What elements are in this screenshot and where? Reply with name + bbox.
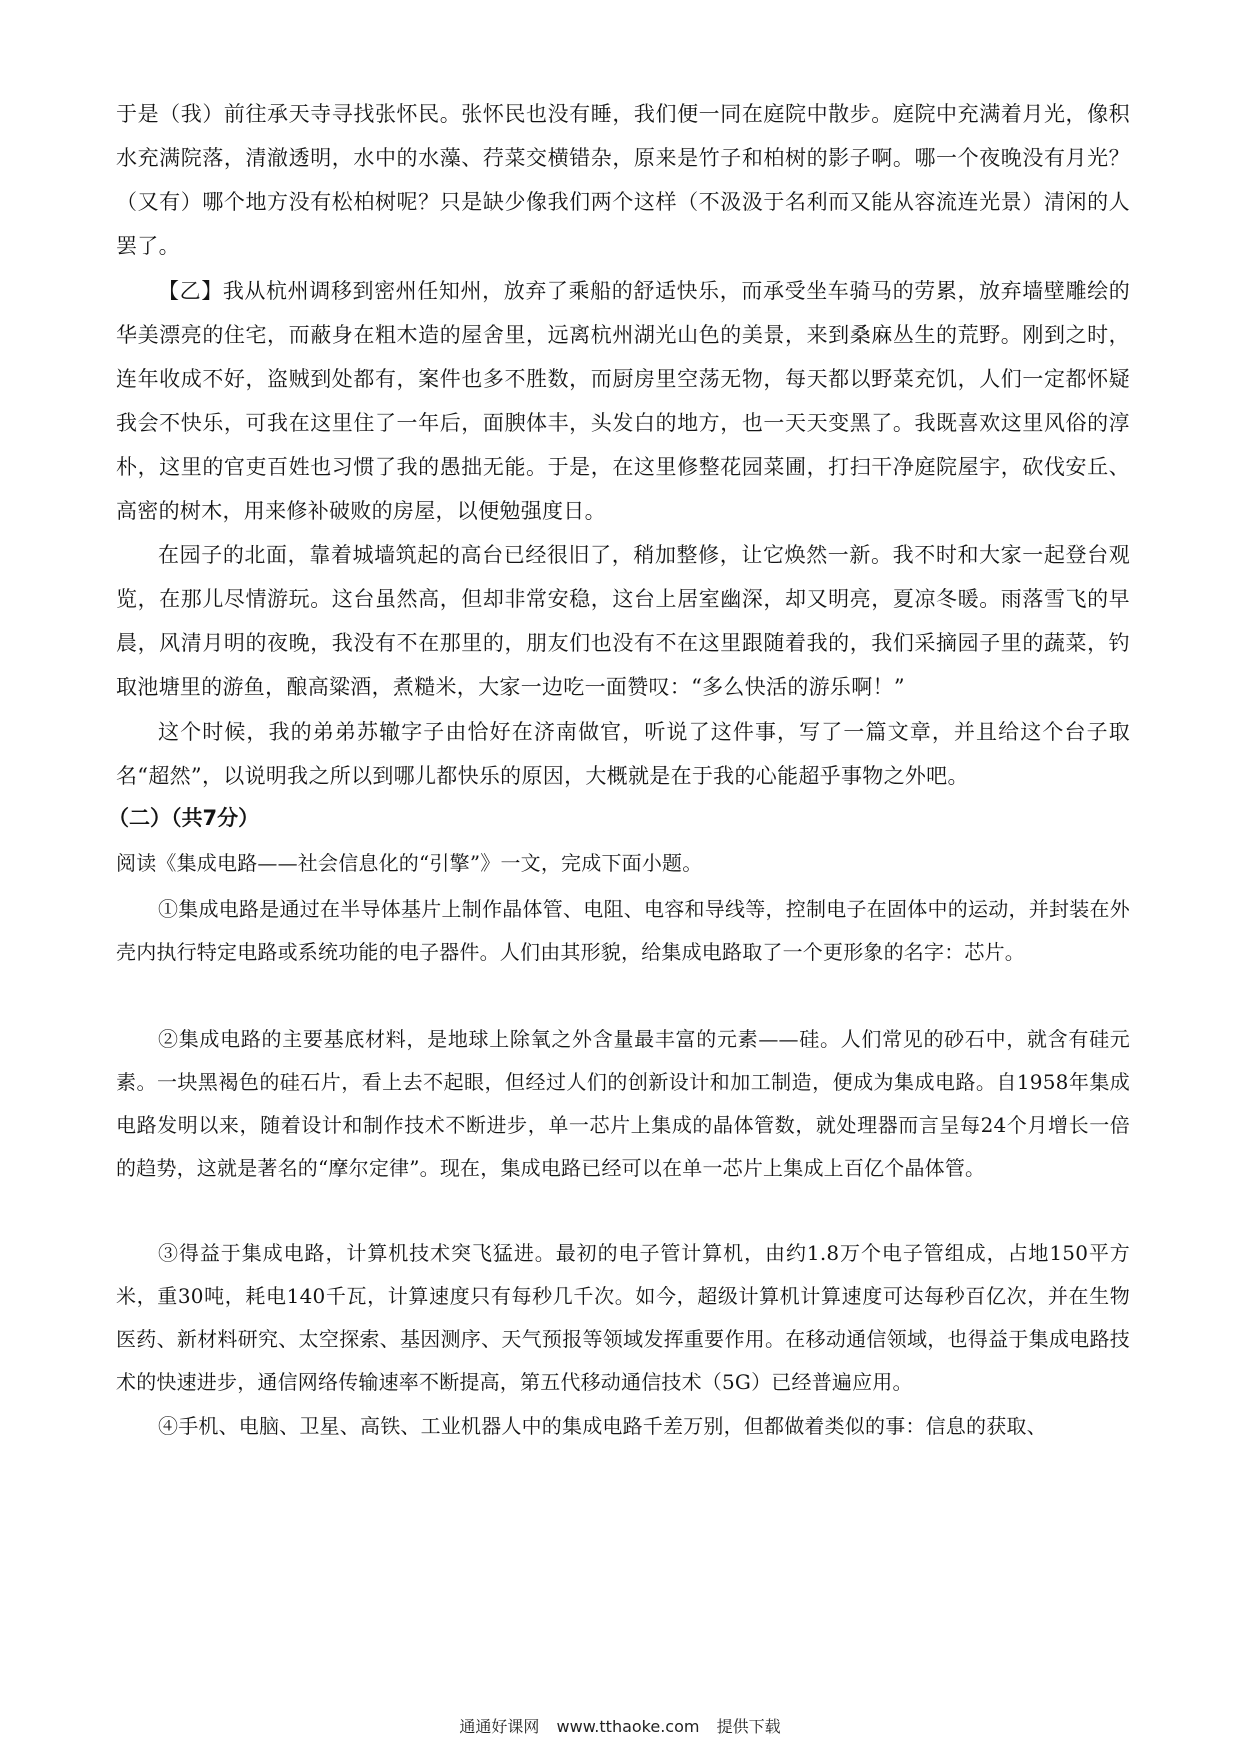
footer-url[interactable]: www.tthaoke.com bbox=[556, 1717, 700, 1736]
translation-paragraph-4: 这个时候，我的弟弟苏辙字子由恰好在济南做官，听说了这件事，写了一篇文章，并且给这个台子取名“超然”，以说明我之所以到哪儿都快乐的原因，大概就是在于我的心能超乎事物之外吧。 bbox=[116, 720, 1130, 788]
translation-paragraph-1: 于是（我）前往承天寺寻找张怀民。张怀民也没有睡，我们便一同在庭院中散步。庭院中充满着月光，像积水充满院落，清澈透明，水中的水藻、荇菜交横错杂，原来是竹子和柏树的影子啊。哪一个夜晚没有月光？（又有）哪个地方没有松柏树呢？只是缺少像我们两个这样（不汲汲于名利而又能从容流连光景）清闲的人罢了。 bbox=[116, 102, 1130, 258]
translation-paragraph-yi: 【乙】我从杭州调移到密州任知州，放弃了乘船的舒适快乐，而承受坐车骑马的劳累，放弃墙壁雕绘的华美漂亮的住宅，而蔽身在粗木造的屋舍里，远离杭州湖光山色的美景，来到桑麻丛生的荒野。刚到之时，连年收成不好，盗贼到处都有，案件也多不胜数，而厨房里空荡无物，每天都以野菜充饥，人们一定都怀疑我会不快乐，可我在这里住了一年后，面腴体丰，头发白的地方，也一天天变黑了。我既喜欢这里风俗的淳朴，这里的官吏百姓也习惯了我的愚拙无能。于是，在这里修整花园菜圃，打扫干净庭院屋宇，砍伐安丘、高密的树木，用来修补破败的房屋，以便勉强度日。 bbox=[116, 279, 1130, 523]
footer-suffix: 提供下载 bbox=[716, 1717, 781, 1736]
footer-site-name: 通通好课网 bbox=[459, 1717, 540, 1736]
translation-paragraph-3: 在园子的北面，靠着城墙筑起的高台已经很旧了，稍加整修，让它焕然一新。我不时和大家一起登台观览，在那儿尽情游玩。这台虽然高，但却非常安稳，这台上居室幽深，却又明亮，夏凉冬暖。雨落雪飞的早晨，风清月明的夜晚，我没有不在那里的，朋友们也没有不在这里跟随着我的，我们采摘园子里的蔬菜，钓取池塘里的游鱼，酿高粱酒，煮糙米，大家一边吃一面赞叹：“多么快活的游乐啊！” bbox=[116, 543, 1130, 699]
section-heading: （二）（共7分） bbox=[108, 806, 260, 830]
article-paragraph-1: ①集成电路是通过在半导体基片上制作晶体管、电阻、电容和导线等，控制电子在固体中的运动，并封装在外壳内执行特定电路或系统功能的电子器件。人们由其形貌，给集成电路取了一个更形象的名字：芯片。 bbox=[116, 897, 1130, 964]
article-paragraph-3: ③得益于集成电路，计算机技术突飞猛进。最初的电子管计算机，由约1.8万个电子管组成，占地150平方米，重30吨，耗电140千瓦，计算速度只有每秒几千次。如今，超级计算机计算速度可达每秒百亿次，并在生物医药、新材料研究、太空探索、基因测序、天气预报等领域发挥重要作用。在移动通信领域，也得益于集成电路技术的快速进步，通信网络传输速率不断提高，第五代移动通信技术（5G）已经普遍应用。 bbox=[116, 1241, 1130, 1394]
reading-instruction: 阅读《集成电路——社会信息化的“引擎”》一文，完成下面小题。 bbox=[116, 851, 703, 875]
article-paragraph-4: ④手机、电脑、卫星、高铁、工业机器人中的集成电路千差万别，但都做着类似的事：信息的获取、 bbox=[158, 1414, 1047, 1438]
page-footer bbox=[0, 1714, 1240, 1737]
article-paragraph-2: ②集成电路的主要基底材料，是地球上除氧之外含量最丰富的元素——硅。人们常见的砂石中，就含有硅元素。一块黑褐色的硅石片，看上去不起眼，但经过人们的创新设计和加工制造，便成为集成电路。自1958年集成电路发明以来，随着设计和制作技术不断进步，单一芯片上集成的晶体管数，就处理器而言呈每24个月增长一倍的趋势，这就是著名的“摩尔定律”。现在，集成电路已经可以在单一芯片上集成上百亿个晶体管。 bbox=[116, 1027, 1130, 1180]
